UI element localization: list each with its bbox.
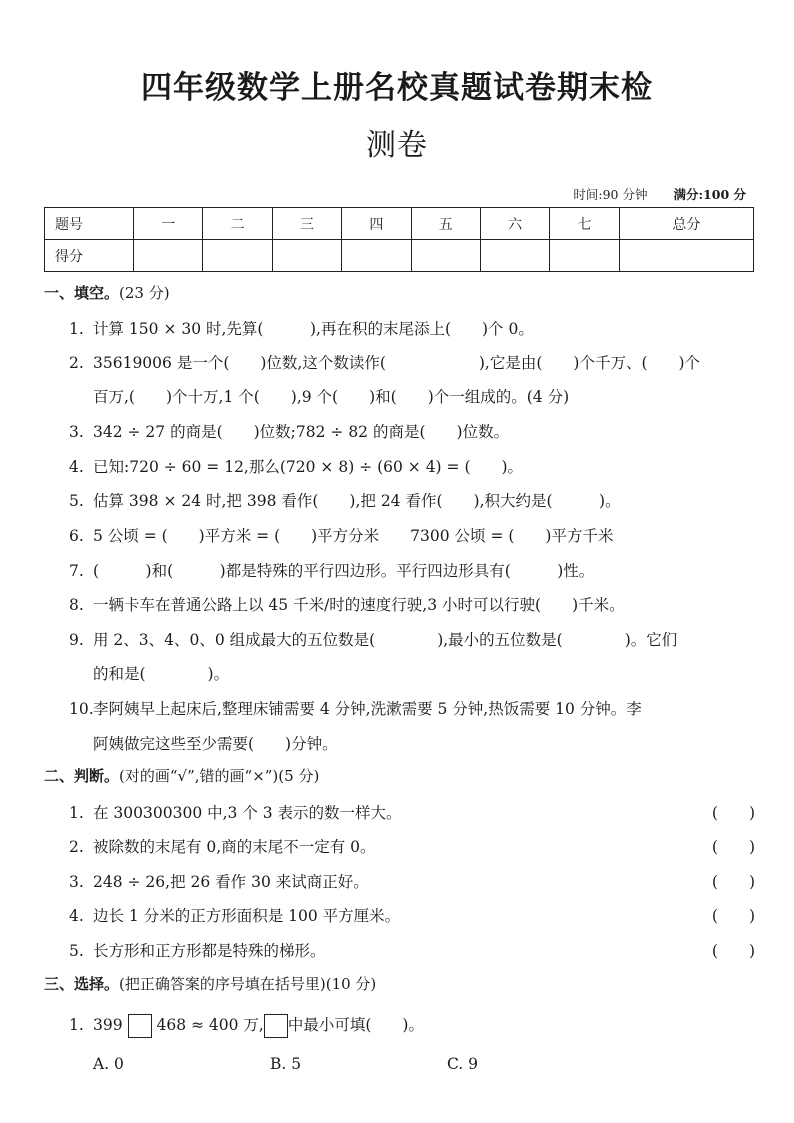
score-table-header-row xyxy=(45,208,754,240)
answer-parentheses[interactable]: ( ) xyxy=(711,804,755,822)
question-text: 边长 1 分米的正方形面积是 100 平方厘米。 xyxy=(93,907,401,925)
question-item xyxy=(69,420,757,442)
blank-box[interactable] xyxy=(128,1014,152,1038)
question-number: 3. xyxy=(69,873,84,891)
question-number: 7. xyxy=(69,562,84,580)
exam-title: 四年级数学上册名校真题试卷期末检 xyxy=(141,70,653,106)
score-entry[interactable] xyxy=(411,240,480,272)
option-b[interactable]: B. 5 xyxy=(270,1055,302,1073)
question-text-continued: 阿姨做完这些至少需要( )分钟。 xyxy=(93,735,338,753)
question-number: 3. xyxy=(69,423,84,441)
question-number: 5. xyxy=(69,492,84,510)
judge-item xyxy=(69,801,755,823)
question-text: 342 ÷ 27 的商是( )位数;782 ÷ 82 的商是( )位数。 xyxy=(93,423,510,441)
score-cell: 三 xyxy=(272,208,341,240)
score-entry[interactable] xyxy=(272,240,341,272)
question-item xyxy=(69,559,757,581)
answer-parentheses[interactable]: ( ) xyxy=(711,942,755,960)
time-limit: 时间:90 分钟 xyxy=(573,187,648,202)
section-title: 一、填空。 xyxy=(44,284,120,302)
question-text-continued: 的和是( )。 xyxy=(93,665,230,683)
question-text: ( )和( )都是特殊的平行四边形。平行四边形具有( )性。 xyxy=(93,562,595,580)
section-judge-heading xyxy=(44,765,319,786)
question-number: 5. xyxy=(69,942,84,960)
question-text: 已知:720 ÷ 60 = 12,那么(720 × 8) ÷ (60 × 4) = ( )。 xyxy=(93,458,524,476)
question-text: 399 xyxy=(93,1016,123,1034)
score-cell: 总分 xyxy=(619,208,753,240)
exam-title-continued: 测卷 xyxy=(366,128,428,163)
question-text: 468 ≈ 400 万, xyxy=(156,1016,264,1034)
section-note: (对的画“√”,错的画“×”)(5 分) xyxy=(119,767,320,785)
question-item xyxy=(69,628,757,650)
option-a[interactable]: A. 0 xyxy=(93,1055,124,1073)
question-text: 5 公顷 = ( )平方米 = ( )平方分米 7300 公顷 = ( )平方千米 xyxy=(93,527,614,545)
question-text: 用 2、3、4、0、0 组成最大的五位数是( ),最小的五位数是( )。它们 xyxy=(93,631,678,649)
question-text: 长方形和正方形都是特殊的梯形。 xyxy=(93,942,326,960)
blank-box[interactable] xyxy=(264,1014,288,1038)
score-cell: 六 xyxy=(480,208,549,240)
question-number: 2. xyxy=(69,354,84,372)
answer-parentheses[interactable]: ( ) xyxy=(711,873,755,891)
score-cell: 一 xyxy=(134,208,203,240)
answer-parentheses[interactable]: ( ) xyxy=(711,838,755,856)
question-number: 1. xyxy=(69,804,84,822)
question-text: 计算 150 × 30 时,先算( ),再在积的末尾添上( )个 0。 xyxy=(93,320,534,338)
score-cell: 二 xyxy=(203,208,272,240)
question-item xyxy=(69,489,757,511)
section-fill-in-heading xyxy=(44,282,170,303)
section-title: 二、判断。 xyxy=(44,767,120,785)
question-number: 1. xyxy=(69,1016,84,1034)
judge-item xyxy=(69,939,755,961)
option-c[interactable]: C. 9 xyxy=(447,1055,479,1073)
score-cell: 五 xyxy=(411,208,480,240)
score-row-label: 得分 xyxy=(45,240,134,272)
exam-meta xyxy=(551,185,746,203)
judge-item xyxy=(69,870,755,892)
question-text: 在 300300300 中,3 个 3 表示的数一样大。 xyxy=(93,804,402,822)
question-number: 4. xyxy=(69,458,84,476)
question-item xyxy=(69,317,757,339)
question-number: 6. xyxy=(69,527,84,545)
score-entry[interactable] xyxy=(480,240,549,272)
question-item xyxy=(69,1013,757,1038)
section-note: (23 分) xyxy=(119,284,170,302)
question-text: 中最小可填( )。 xyxy=(287,1016,424,1034)
question-number: 2. xyxy=(69,838,84,856)
question-number: 8. xyxy=(69,596,84,614)
score-entry[interactable] xyxy=(203,240,272,272)
judge-item xyxy=(69,835,755,857)
question-number: 1. xyxy=(69,320,84,338)
question-number: 9. xyxy=(69,631,84,649)
answer-parentheses[interactable]: ( ) xyxy=(711,907,755,925)
section-note: (把正确答案的序号填在括号里)(10 分) xyxy=(119,975,377,993)
question-text: 248 ÷ 26,把 26 看作 30 来试商正好。 xyxy=(93,873,369,891)
question-text: 被除数的末尾有 0,商的末尾不一定有 0。 xyxy=(93,838,376,856)
score-cell: 七 xyxy=(550,208,619,240)
full-score: 满分:100 分 xyxy=(673,187,746,202)
score-table-score-row xyxy=(45,240,754,272)
question-number: 4. xyxy=(69,907,84,925)
question-number: 10. xyxy=(69,700,94,718)
question-item xyxy=(69,593,757,615)
question-text: 一辆卡车在普通公路上以 45 千米/时的速度行驶,3 小时可以行驶( )千米。 xyxy=(93,596,625,614)
question-item xyxy=(69,697,757,719)
score-cell: 题号 xyxy=(45,208,134,240)
score-table xyxy=(44,207,754,272)
judge-item xyxy=(69,904,755,926)
question-item xyxy=(69,524,757,546)
question-item xyxy=(69,455,757,477)
question-text: 李阿姨早上起床后,整理床铺需要 4 分钟,洗漱需要 5 分钟,热饭需要 10 分钟。李 xyxy=(93,700,642,718)
score-cell: 四 xyxy=(342,208,411,240)
score-entry[interactable] xyxy=(550,240,619,272)
section-title: 三、选择。 xyxy=(44,975,120,993)
score-entry[interactable] xyxy=(619,240,753,272)
score-entry[interactable] xyxy=(134,240,203,272)
question-item xyxy=(69,351,757,373)
score-entry[interactable] xyxy=(342,240,411,272)
question-text: 估算 398 × 24 时,把 398 看作( ),把 24 看作( ),积大约是( )。 xyxy=(93,492,621,510)
question-text-continued: 百万,( )个十万,1 个( ),9 个( )和( )个一组成的。(4 分) xyxy=(93,388,570,406)
section-choice-heading xyxy=(44,973,376,994)
question-text: 35619006 是一个( )位数,这个数读作( ),它是由( )个千万、( )个 xyxy=(93,354,701,372)
